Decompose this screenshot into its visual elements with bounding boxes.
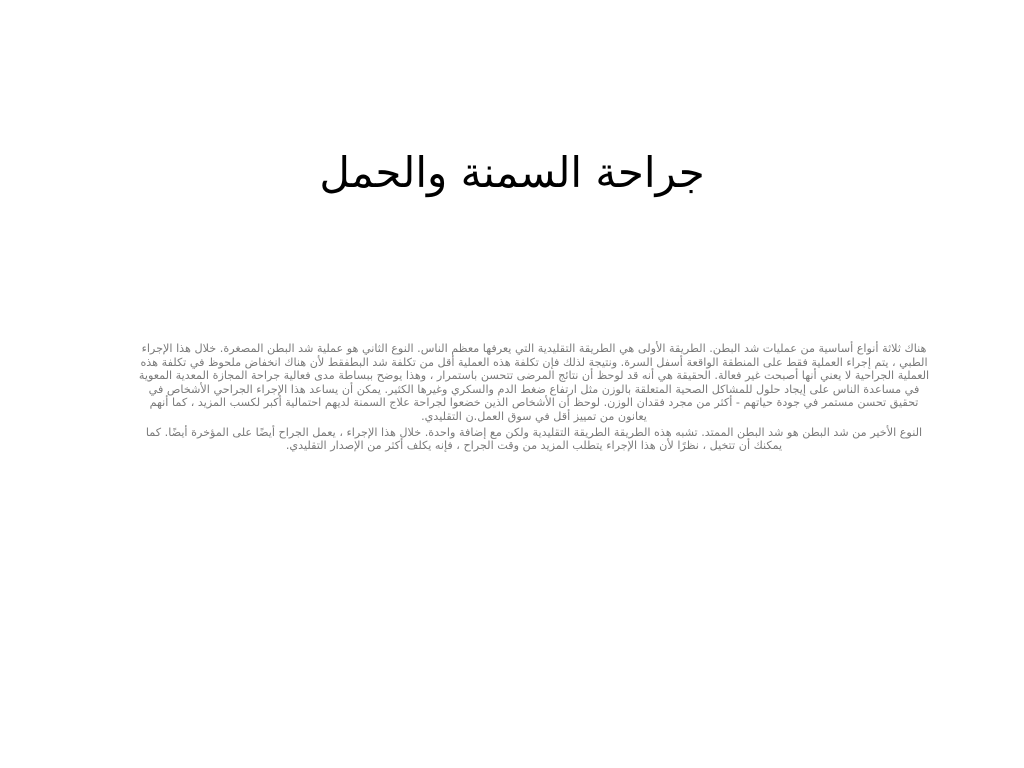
paragraph-2: النوع الأخير من شد البطن هو شد البطن الممتد. تشبه هذه الطريقة الطريقة التقليدية ولكن مع إضافة واحدة. خلال هذا الإجراء ، يعمل الجراح أيضًا على المؤخرة أيضًا. كما يمكنك أن تتخيل ، نظرًا لأن هذا الإجراء يتطلب المزيد من وقت الجراح ، فإنه يكلف أكثر من الإصدار التقليدي. (145, 425, 923, 453)
paragraph-1: هناك ثلاثة أنواع أساسية من عمليات شد البطن. الطريقة الأولى هي الطريقة التقليدية التي يعرفها معظم الناس. النوع الثاني هو عملية شد البطن المصغرة. خلال هذا الإجراء الطبي ، يتم إجراء العملية فقط على المنطقة الواقعة أسفل السرة. ونتيجة لذلك فإن تكلفة هذه العملية أقل من تكلفة شد البطفقط لأن هناك انخفاض ملحوظ في تكلفة هذه العملية الجراحية لا يعني أنها أصبحت غير فعالة. الحقيقة هي أنه قد لوحظ أن نتائج المرضى تتحسن باستمرار ، وهذا يوضح ببساطة مدى فعالية جراحة المجازة المعدية المعوية في مساعدة الناس على إيجاد حلول للمشاكل الصحية المتعلقة بالوزن مثل ارتفاع ضغط الدم والسكري وغيرها الكثير. يمكن أن يساعد هذا الإجراء الجراحي الأشخاص في تحقيق تحسن مستمر في جودة حياتهم - أكثر من مجرد فقدان الوزن. لوحظ أن الأشخاص الذين خضعوا لجراحة علاج السمنة لديهم احتمالية أكبر لكسب المزيد ، كما أنهم يعانون من تمييز أقل في سوق العمل.ن التقليدي. (138, 342, 930, 423)
slide-body (135, 342, 933, 455)
slide-title: جراحة السمنة والحمل (319, 148, 705, 197)
